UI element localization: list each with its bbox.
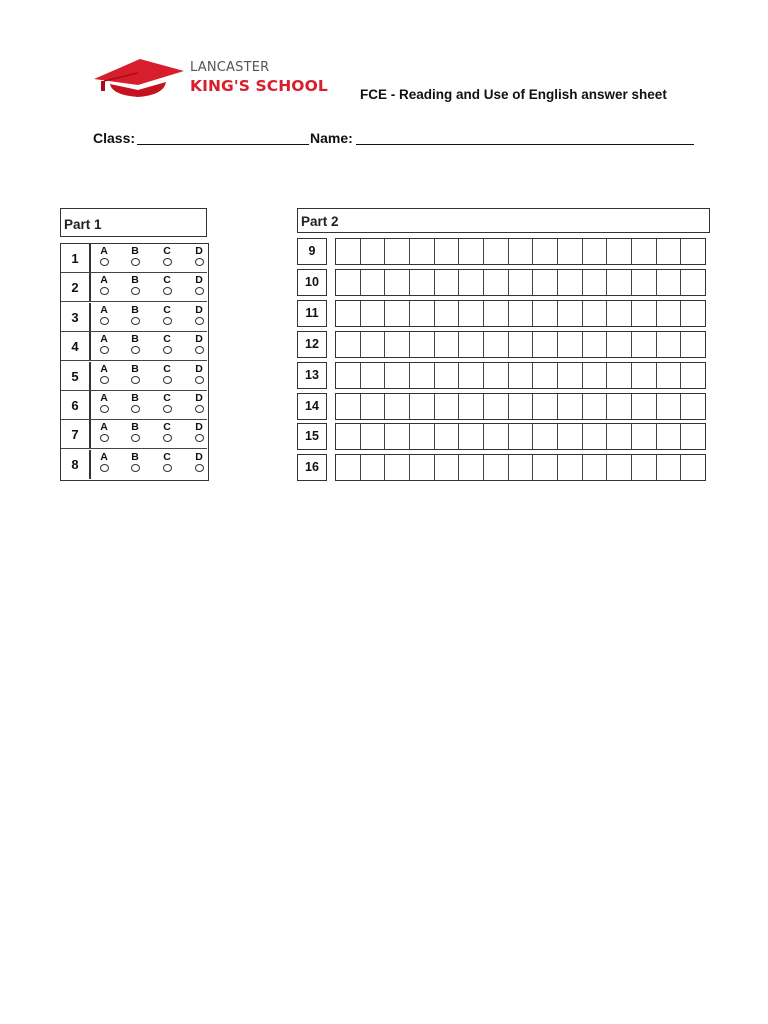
question-number: 12 xyxy=(297,331,327,358)
option-letter: D xyxy=(195,303,203,316)
part1-row xyxy=(61,420,207,449)
letter-box[interactable] xyxy=(509,239,534,264)
letter-box[interactable] xyxy=(558,270,583,295)
answer-bubble[interactable] xyxy=(163,287,172,295)
part1-answer-grid xyxy=(60,243,209,481)
letter-box[interactable] xyxy=(607,301,632,326)
answer-option[interactable] xyxy=(97,452,111,472)
option-letter: C xyxy=(163,274,171,287)
letter-box[interactable] xyxy=(533,363,558,388)
answer-bubble[interactable] xyxy=(131,464,140,472)
letter-boxes xyxy=(335,269,706,296)
letter-boxes xyxy=(335,423,706,450)
option-letter: D xyxy=(195,450,203,463)
letter-box[interactable] xyxy=(583,424,608,449)
school-logo xyxy=(92,55,328,103)
answer-bubble[interactable] xyxy=(131,258,140,266)
letter-box[interactable] xyxy=(336,301,361,326)
letter-box[interactable] xyxy=(681,394,705,419)
answer-option[interactable] xyxy=(160,275,174,295)
letter-box[interactable] xyxy=(583,394,608,419)
answer-bubble[interactable] xyxy=(131,405,140,413)
answer-option[interactable] xyxy=(128,452,142,472)
answer-bubble[interactable] xyxy=(100,405,109,413)
letter-box[interactable] xyxy=(385,424,410,449)
option-letter: B xyxy=(131,274,139,287)
letter-boxes xyxy=(335,362,706,389)
answer-bubble[interactable] xyxy=(163,258,172,266)
part1-row xyxy=(61,244,207,273)
letter-box[interactable] xyxy=(385,394,410,419)
part1-row xyxy=(61,303,207,332)
answer-option[interactable] xyxy=(192,393,206,413)
letter-box[interactable] xyxy=(558,239,583,264)
answer-option[interactable] xyxy=(97,246,111,266)
question-number: 3 xyxy=(61,303,91,331)
class-label: Class: xyxy=(93,130,136,146)
answer-option[interactable] xyxy=(97,334,111,354)
answer-option[interactable] xyxy=(97,305,111,325)
answer-bubble[interactable] xyxy=(100,376,109,384)
letter-box[interactable] xyxy=(607,332,632,357)
option-letter: B xyxy=(131,303,139,316)
letter-box[interactable] xyxy=(681,363,705,388)
option-letter: C xyxy=(163,245,171,257)
letter-box[interactable] xyxy=(385,239,410,264)
letter-box[interactable] xyxy=(558,455,583,480)
answer-option[interactable] xyxy=(97,275,111,295)
logo-text-lancaster: LANCASTER xyxy=(190,60,270,75)
letter-box[interactable] xyxy=(410,394,435,419)
answer-bubble[interactable] xyxy=(163,434,172,442)
answer-bubble[interactable] xyxy=(131,376,140,384)
option-letter: A xyxy=(100,421,108,434)
letter-box[interactable] xyxy=(632,394,657,419)
option-letter: B xyxy=(131,421,139,434)
answer-bubble[interactable] xyxy=(195,376,204,384)
letter-box[interactable] xyxy=(607,424,632,449)
answer-bubble[interactable] xyxy=(100,317,109,325)
option-letter: B xyxy=(131,450,139,463)
part1-row xyxy=(61,391,207,420)
letter-box[interactable] xyxy=(509,394,534,419)
option-letter: C xyxy=(163,392,171,404)
letter-box[interactable] xyxy=(509,363,534,388)
letter-box[interactable] xyxy=(657,270,682,295)
letter-box[interactable] xyxy=(583,239,608,264)
option-letter: D xyxy=(195,245,203,257)
part2-row xyxy=(297,454,710,481)
letter-box[interactable] xyxy=(459,424,484,449)
option-letter: B xyxy=(131,245,139,257)
answer-bubble[interactable] xyxy=(163,464,172,472)
letter-box[interactable] xyxy=(435,394,460,419)
letter-box[interactable] xyxy=(533,394,558,419)
question-number: 9 xyxy=(297,238,327,265)
option-letter: C xyxy=(163,362,171,375)
option-letter: D xyxy=(195,421,203,434)
letter-box[interactable] xyxy=(435,424,460,449)
letter-box[interactable] xyxy=(583,332,608,357)
answer-option[interactable] xyxy=(128,275,142,295)
answer-bubble[interactable] xyxy=(163,405,172,413)
answer-option[interactable] xyxy=(160,422,174,442)
answer-bubble[interactable] xyxy=(131,346,140,354)
letter-box[interactable] xyxy=(657,363,682,388)
letter-box[interactable] xyxy=(657,239,682,264)
answer-option[interactable] xyxy=(160,334,174,354)
answer-bubble[interactable] xyxy=(195,434,204,442)
logo-text-kings-school: KING'S SCHOOL xyxy=(190,77,328,95)
answer-option[interactable] xyxy=(160,393,174,413)
name-field[interactable] xyxy=(356,144,694,145)
part1-header xyxy=(60,208,207,237)
letter-box[interactable] xyxy=(607,394,632,419)
letter-box[interactable] xyxy=(361,270,386,295)
letter-box[interactable] xyxy=(459,363,484,388)
letter-box[interactable] xyxy=(607,239,632,264)
letter-box[interactable] xyxy=(657,455,682,480)
question-number: 10 xyxy=(297,269,327,296)
letter-boxes xyxy=(335,454,706,481)
part1-row xyxy=(61,450,207,479)
name-label: Name: xyxy=(310,130,353,146)
part1-row xyxy=(61,273,207,302)
part1-row xyxy=(61,332,207,361)
letter-box[interactable] xyxy=(509,270,534,295)
letter-box[interactable] xyxy=(410,424,435,449)
letter-box[interactable] xyxy=(558,394,583,419)
letter-box[interactable] xyxy=(509,424,534,449)
letter-box[interactable] xyxy=(410,239,435,264)
option-letter: A xyxy=(100,274,108,287)
part2-row xyxy=(297,423,710,450)
letter-box[interactable] xyxy=(509,301,534,326)
letter-box[interactable] xyxy=(336,332,361,357)
letter-boxes xyxy=(335,331,706,358)
option-letter: D xyxy=(195,362,203,375)
part2-row xyxy=(297,300,710,327)
answer-option[interactable] xyxy=(192,364,206,384)
answer-bubble[interactable] xyxy=(163,317,172,325)
question-number: 15 xyxy=(297,423,327,450)
letter-box[interactable] xyxy=(681,332,705,357)
letter-box[interactable] xyxy=(336,424,361,449)
answer-bubble[interactable] xyxy=(195,464,204,472)
letter-box[interactable] xyxy=(361,394,386,419)
option-letter: C xyxy=(163,421,171,434)
letter-box[interactable] xyxy=(583,363,608,388)
option-letter: A xyxy=(100,362,108,375)
letter-box[interactable] xyxy=(533,270,558,295)
letter-box[interactable] xyxy=(410,270,435,295)
letter-box[interactable] xyxy=(533,424,558,449)
letter-box[interactable] xyxy=(681,424,705,449)
letter-box[interactable] xyxy=(681,455,705,480)
letter-box[interactable] xyxy=(607,270,632,295)
letter-box[interactable] xyxy=(484,239,509,264)
answer-option[interactable] xyxy=(160,246,174,266)
letter-box[interactable] xyxy=(435,332,460,357)
option-letter: D xyxy=(195,392,203,404)
letter-box[interactable] xyxy=(509,455,534,480)
question-number: 2 xyxy=(61,273,91,301)
answer-option[interactable] xyxy=(192,452,206,472)
letter-box[interactable] xyxy=(632,270,657,295)
part1-row xyxy=(61,362,207,391)
answer-option[interactable] xyxy=(160,305,174,325)
letter-box[interactable] xyxy=(583,301,608,326)
part1-title: Part 1 xyxy=(64,217,102,232)
answer-bubble[interactable] xyxy=(163,376,172,384)
answer-bubble[interactable] xyxy=(100,434,109,442)
option-letter: A xyxy=(100,245,108,257)
letter-box[interactable] xyxy=(385,301,410,326)
letter-box[interactable] xyxy=(336,394,361,419)
question-number: 13 xyxy=(297,362,327,389)
letter-box[interactable] xyxy=(533,301,558,326)
letter-box[interactable] xyxy=(484,363,509,388)
option-letter: C xyxy=(163,450,171,463)
answer-bubble[interactable] xyxy=(100,346,109,354)
letter-boxes xyxy=(335,238,706,265)
question-number: 11 xyxy=(297,300,327,327)
letter-box[interactable] xyxy=(657,301,682,326)
answer-option[interactable] xyxy=(128,334,142,354)
answer-bubble[interactable] xyxy=(131,434,140,442)
letter-box[interactable] xyxy=(583,270,608,295)
letter-box[interactable] xyxy=(435,455,460,480)
answer-option[interactable] xyxy=(97,364,111,384)
letter-box[interactable] xyxy=(336,270,361,295)
letter-box[interactable] xyxy=(435,301,460,326)
letter-boxes xyxy=(335,393,706,420)
letter-box[interactable] xyxy=(361,424,386,449)
letter-box[interactable] xyxy=(435,363,460,388)
option-letter: A xyxy=(100,392,108,404)
letter-box[interactable] xyxy=(459,301,484,326)
question-number: 4 xyxy=(61,332,91,360)
question-number: 8 xyxy=(61,450,91,479)
answer-bubble[interactable] xyxy=(163,346,172,354)
letter-box[interactable] xyxy=(681,239,705,264)
option-letter: C xyxy=(163,333,171,346)
letter-box[interactable] xyxy=(385,270,410,295)
answer-option[interactable] xyxy=(160,364,174,384)
option-letter: A xyxy=(100,450,108,463)
answer-option[interactable] xyxy=(97,422,111,442)
part2-row xyxy=(297,331,710,358)
letter-box[interactable] xyxy=(558,424,583,449)
option-letter: A xyxy=(100,333,108,346)
answer-option[interactable] xyxy=(128,364,142,384)
letter-box[interactable] xyxy=(632,301,657,326)
question-number: 6 xyxy=(61,391,91,419)
answer-option[interactable] xyxy=(128,393,142,413)
answer-bubble[interactable] xyxy=(195,346,204,354)
letter-box[interactable] xyxy=(607,455,632,480)
option-letter: C xyxy=(163,303,171,316)
letter-box[interactable] xyxy=(533,455,558,480)
question-number: 7 xyxy=(61,420,91,448)
letter-box[interactable] xyxy=(484,301,509,326)
answer-option[interactable] xyxy=(192,422,206,442)
letter-box[interactable] xyxy=(558,301,583,326)
answer-option[interactable] xyxy=(128,246,142,266)
letter-box[interactable] xyxy=(484,332,509,357)
part2-header xyxy=(297,208,710,233)
answer-bubble[interactable] xyxy=(100,464,109,472)
option-letter: D xyxy=(195,333,203,346)
letter-box[interactable] xyxy=(459,239,484,264)
letter-box[interactable] xyxy=(484,424,509,449)
letter-box[interactable] xyxy=(657,332,682,357)
letter-box[interactable] xyxy=(410,363,435,388)
answer-option[interactable] xyxy=(192,334,206,354)
letter-box[interactable] xyxy=(632,363,657,388)
letter-box[interactable] xyxy=(435,239,460,264)
answer-bubble[interactable] xyxy=(131,317,140,325)
part2-title: Part 2 xyxy=(301,214,339,229)
answer-bubble[interactable] xyxy=(100,258,109,266)
option-letter: A xyxy=(100,303,108,316)
letter-box[interactable] xyxy=(459,332,484,357)
letter-box[interactable] xyxy=(410,301,435,326)
letter-box[interactable] xyxy=(558,363,583,388)
letter-box[interactable] xyxy=(336,455,361,480)
letter-box[interactable] xyxy=(657,424,682,449)
letter-box[interactable] xyxy=(484,270,509,295)
letter-box[interactable] xyxy=(533,239,558,264)
letter-box[interactable] xyxy=(385,455,410,480)
letter-box[interactable] xyxy=(681,301,705,326)
part2-row xyxy=(297,238,710,265)
letter-box[interactable] xyxy=(558,332,583,357)
letter-box[interactable] xyxy=(361,239,386,264)
graduation-cap-icon xyxy=(92,55,187,101)
answer-bubble[interactable] xyxy=(195,258,204,266)
part2-row xyxy=(297,269,710,296)
option-letter: B xyxy=(131,362,139,375)
letter-box[interactable] xyxy=(632,239,657,264)
answer-bubble[interactable] xyxy=(131,287,140,295)
part2-row xyxy=(297,362,710,389)
answer-option[interactable] xyxy=(160,452,174,472)
letter-box[interactable] xyxy=(533,332,558,357)
option-letter: D xyxy=(195,274,203,287)
option-letter: B xyxy=(131,333,139,346)
sheet-title: FCE - Reading and Use of English answer sheet xyxy=(360,87,667,102)
letter-box[interactable] xyxy=(361,332,386,357)
part2-row xyxy=(297,393,710,420)
letter-box[interactable] xyxy=(657,394,682,419)
letter-box[interactable] xyxy=(681,270,705,295)
letter-box[interactable] xyxy=(632,332,657,357)
letter-box[interactable] xyxy=(361,301,386,326)
answer-option[interactable] xyxy=(192,246,206,266)
answer-option[interactable] xyxy=(192,305,206,325)
letter-box[interactable] xyxy=(459,394,484,419)
answer-bubble[interactable] xyxy=(195,317,204,325)
answer-option[interactable] xyxy=(128,305,142,325)
letter-box[interactable] xyxy=(632,455,657,480)
question-number: 16 xyxy=(297,454,327,481)
letter-box[interactable] xyxy=(385,332,410,357)
answer-option[interactable] xyxy=(128,422,142,442)
letter-box[interactable] xyxy=(459,455,484,480)
answer-bubble[interactable] xyxy=(195,287,204,295)
letter-box[interactable] xyxy=(632,424,657,449)
question-number: 1 xyxy=(61,244,91,272)
letter-box[interactable] xyxy=(361,363,386,388)
letter-box[interactable] xyxy=(410,332,435,357)
question-number: 5 xyxy=(61,362,91,390)
letter-box[interactable] xyxy=(385,363,410,388)
letter-box[interactable] xyxy=(583,455,608,480)
letter-box[interactable] xyxy=(410,455,435,480)
class-field[interactable] xyxy=(137,144,309,145)
option-letter: B xyxy=(131,392,139,404)
answer-bubble[interactable] xyxy=(195,405,204,413)
letter-box[interactable] xyxy=(607,363,632,388)
letter-box[interactable] xyxy=(484,455,509,480)
letter-box[interactable] xyxy=(435,270,460,295)
letter-box[interactable] xyxy=(509,332,534,357)
letter-box[interactable] xyxy=(336,239,361,264)
question-number: 14 xyxy=(297,393,327,420)
letter-box[interactable] xyxy=(336,363,361,388)
letter-box[interactable] xyxy=(459,270,484,295)
answer-option[interactable] xyxy=(192,275,206,295)
answer-option[interactable] xyxy=(97,393,111,413)
letter-box[interactable] xyxy=(484,394,509,419)
answer-bubble[interactable] xyxy=(100,287,109,295)
letter-box[interactable] xyxy=(361,455,386,480)
letter-boxes xyxy=(335,300,706,327)
